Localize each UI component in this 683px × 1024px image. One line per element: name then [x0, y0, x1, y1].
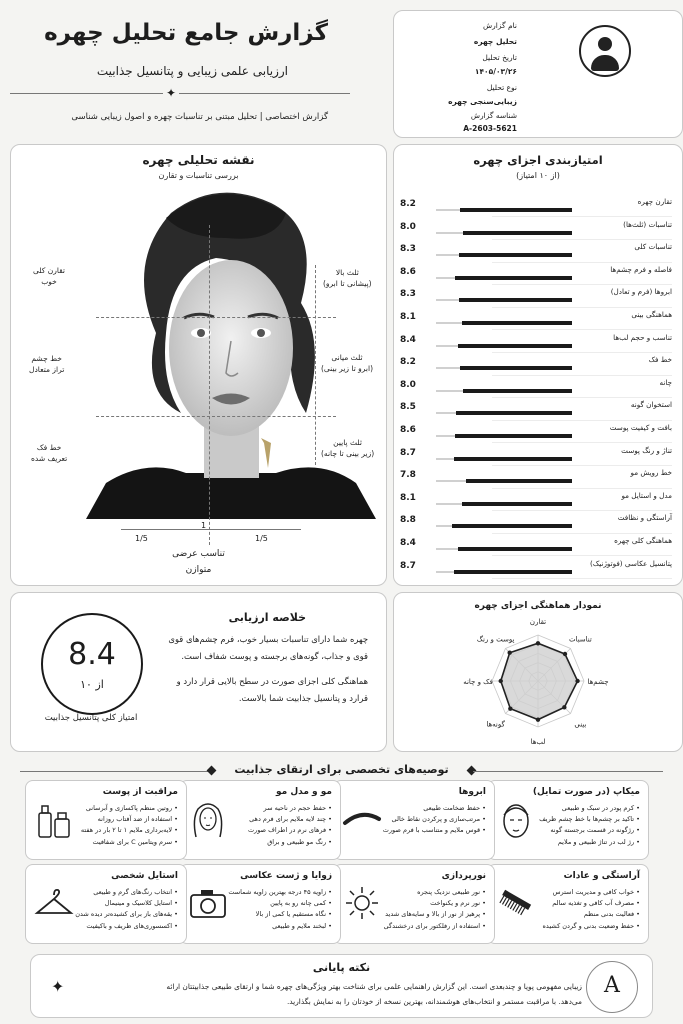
score-bar-fill [466, 479, 572, 483]
score-row [400, 308, 672, 330]
score-bar [436, 277, 572, 279]
recommendation-item: • حفظ ضخامت طبیعی [383, 803, 486, 814]
scores-subtitle: (از ۱۰ امتیاز) [516, 171, 560, 180]
score-label: خط رویش مو [630, 468, 672, 478]
score-value: 8.1 [400, 312, 416, 322]
brow-guide-line [96, 317, 336, 318]
width-tick-center: 1 [201, 521, 207, 530]
skincare-bottles-icon [34, 799, 74, 841]
recommendation-item: • رژ لب در تناژ طبیعی و ملایم [539, 837, 640, 848]
score-bar [436, 480, 572, 482]
score-bar [436, 458, 572, 460]
recommendation-list [81, 803, 178, 848]
report-name-label: نام گزارش [483, 21, 517, 30]
score-row [400, 331, 672, 353]
score-row [400, 353, 672, 375]
score-label: پتانسیل عکاسی (فوتوژنیک) [590, 558, 672, 568]
score-bar [436, 435, 572, 437]
score-value: 8.2 [400, 199, 416, 209]
recommendation-item: • نور طبیعی نزدیک پنجره [384, 887, 486, 898]
recommendation-item: • چند لایه ملایم برای فرم دهی [248, 814, 332, 825]
score-bar-fill [462, 321, 572, 325]
score-value: 8.4 [400, 538, 416, 548]
recommendation-item: • فعالیت بدنی منظم [543, 909, 640, 920]
summary-title: خلاصه ارزیابی [228, 611, 306, 624]
radar-point [536, 641, 540, 645]
report-name-value: تحلیل چهره [473, 37, 517, 46]
recommendation-item: • نگاه مستقیم یا کمی از بالا [228, 909, 332, 920]
score-row [400, 511, 672, 533]
score-bar [436, 412, 572, 414]
score-bar-fill [455, 276, 572, 280]
recommendation-item: • قوس ملایم و متناسب با فرم صورت [383, 825, 486, 836]
score-bar [436, 232, 572, 234]
score-bar [436, 345, 572, 347]
radar-point [575, 679, 579, 683]
radar-axis-label: لب‌ها [530, 738, 546, 746]
rec-divider-right [473, 771, 663, 772]
scores-title: امتیازبندی اجزای چهره [473, 153, 603, 167]
recommendation-title: میکاپ (در صورت تمایل) [532, 787, 640, 797]
report-date-value: ۱۴۰۵/۰۳/۲۶ [474, 67, 517, 76]
score-row [400, 285, 672, 307]
header-divider [10, 93, 350, 94]
score-bar [436, 548, 572, 550]
report-type-label: نوع تحلیل [486, 83, 517, 92]
score-row [400, 195, 672, 217]
overall-score-value: 8.4 [68, 637, 116, 672]
score-row [400, 376, 672, 398]
score-bar-fill [452, 524, 572, 528]
recommendation-card [487, 864, 649, 944]
radar-axis-label: بینی [574, 720, 587, 729]
radar-point [508, 706, 512, 710]
recommendation-item: • لایه‌برداری ملایم ۱ تا ۲ بار در هفته [81, 825, 178, 836]
recommendation-item: • پرهیز از نور از بالا و سایه‌های شدید [384, 909, 486, 920]
face-map-title: نقشه تحلیلی چهره [142, 153, 255, 167]
radar-point [536, 717, 540, 721]
upper-third-label: ثلث بالا (پیشانی تا ابرو) [323, 268, 372, 289]
score-label: هماهنگی کلی چهره [614, 536, 672, 545]
recommendation-item: • اکسسوری‌های ظریف و باکیفیت [75, 921, 178, 932]
score-bar-fill [460, 208, 572, 212]
sun-icon [342, 883, 382, 925]
score-label: چانه [659, 377, 672, 387]
thirds-bracket-line [315, 265, 316, 465]
recommendation-list [248, 803, 332, 848]
final-note-text: زیبایی مفهومی پویا و چندبعدی است. این گزارش راهنمایی علمی برای شناخت بهتر ویژگی‌های چهره شما و ارتقای طبیعی جذابیتتان ارائه می‌دهد. با مراقبت مستمر و انتخاب‌های هوشمندانه، بهترین نسخه از خودتان را به نمایش بگذارید. [166, 982, 582, 1006]
recommendation-title: مراقبت از پوست [102, 787, 178, 797]
radar-axis-label: چشم‌ها [587, 678, 609, 686]
score-label: تقارن چهره [637, 197, 672, 206]
recommendation-list [384, 887, 486, 932]
width-tick-right: 1/5 [255, 534, 268, 543]
score-label: فاصله و فرم چشم‌ها [610, 264, 672, 274]
recommendation-card [333, 780, 495, 860]
face-portrait-image [86, 183, 376, 519]
score-label: خط فک [648, 355, 672, 365]
row-divider [492, 578, 672, 579]
radar-point [562, 705, 566, 709]
score-row [400, 557, 672, 579]
recommendation-list [539, 803, 640, 848]
report-date-label: تاریخ تحلیل [482, 53, 517, 62]
radar-axis-label: گونه‌ها [486, 720, 505, 729]
score-bar-fill [455, 434, 572, 438]
radar-point [508, 651, 512, 655]
score-bar-fill [459, 298, 572, 302]
width-proportion-label: تناسب عرضی [172, 549, 225, 559]
report-info-card [393, 10, 683, 138]
score-label: ابروها (فرم و تعادل) [610, 287, 672, 297]
score-bar [436, 367, 572, 369]
recommendation-item: • مصرف آب کافی و تغذیه سالم [543, 898, 640, 909]
score-label: استخوان گونه [630, 400, 672, 410]
feature-scores-card [393, 144, 683, 586]
score-value: 8.0 [400, 379, 416, 390]
center-guide-line [209, 225, 210, 545]
symmetry-note: تقارن کلی خوب [33, 266, 65, 287]
report-id-value: A-2603-5621 [463, 124, 517, 133]
eye-line-note: خط چشم تراز متعادل [29, 354, 65, 375]
score-bar [436, 209, 572, 211]
recommendation-item: • تاکید بر چشم‌ها با خط چشم ظریف [539, 814, 640, 825]
sparkle-icon: ✦ [163, 86, 179, 100]
score-bar [436, 299, 572, 301]
score-value: 8.4 [400, 334, 416, 345]
score-row [400, 534, 672, 556]
recommendation-list [383, 803, 486, 837]
score-bar-fill [463, 231, 572, 235]
score-label: تناژ و رنگ پوست [621, 445, 672, 455]
header-tagline: گزارش اختصاصی | تحلیل مبتنی بر تناسبات چهره و اصول زیبایی شناسی [71, 112, 328, 122]
final-note-card [30, 954, 653, 1018]
score-bar-fill [459, 253, 572, 257]
radar-title: نمودار هماهنگی اجزای چهره [474, 601, 602, 611]
recommendation-list [543, 887, 640, 932]
score-bar-fill [454, 570, 572, 574]
recommendation-card [487, 780, 649, 860]
recommendation-list [75, 887, 178, 932]
recommendation-card [25, 780, 187, 860]
width-tick-left: 1/5 [135, 534, 148, 543]
score-label: تناسبات کلی [634, 242, 672, 252]
recommendation-title: مو و مدل مو [275, 787, 332, 797]
radar-axis-label: پوست و رنگ [476, 635, 515, 644]
report-type-value: زیبایی‌سنجی چهره [448, 97, 517, 106]
recommendation-title: زوایا و ژست عکاسی [240, 871, 332, 881]
recommendation-item: • سرم ویتامین C برای شفافیت [81, 837, 178, 848]
final-note-title: نکته پایانی [312, 961, 371, 974]
hanger-icon [34, 883, 74, 925]
score-value: 8.3 [400, 244, 416, 255]
score-bar [436, 322, 572, 324]
report-id-label: شناسه گزارش [470, 111, 517, 120]
recommendation-item: • استفاده از ضد آفتاب روزانه [81, 814, 178, 825]
recommendation-list [228, 887, 332, 932]
recommendation-item: • روتین منظم پاکسازی و آبرسانی [81, 803, 178, 814]
recommendation-item: • کمی چانه رو به پایین [228, 898, 332, 909]
recommendation-item: • حفظ وضعیت بدنی و گردن کشیده [543, 921, 640, 932]
camera-icon [188, 883, 228, 925]
score-value: 8.7 [400, 447, 416, 458]
lower-third-label: ثلث پایین (زیر بینی تا چانه) [321, 438, 375, 459]
score-value: 8.3 [400, 289, 416, 300]
recommendation-item: • مرتب‌سازی و پرکردن نقاط خالی [383, 814, 486, 825]
recommendation-card [25, 864, 187, 944]
score-bar-fill [458, 344, 572, 348]
width-ruler [121, 529, 301, 530]
recommendation-item: • نور نرم و یکنواخت [384, 898, 486, 909]
score-bar-fill [460, 366, 572, 370]
score-bar [436, 525, 572, 527]
user-icon [579, 25, 631, 77]
score-row [400, 218, 672, 240]
recommendation-card [179, 864, 341, 944]
score-row [400, 421, 672, 443]
width-proportion-value: متوازن [185, 565, 212, 575]
recommendation-item: • زاویه ۴۵ درجه بهترین زاویه شماست [228, 887, 332, 898]
score-row [400, 489, 672, 511]
score-value: 8.8 [400, 515, 416, 526]
sparkle-icon: ✦ [51, 977, 65, 996]
recommendation-title: ابروها [458, 787, 486, 797]
score-label: بافت و کیفیت پوست [609, 423, 672, 432]
score-row [400, 263, 672, 285]
score-value: 8.5 [400, 402, 416, 413]
radar-axis-label: تقارن [529, 618, 547, 626]
recommendation-card [179, 780, 341, 860]
score-value: 8.1 [400, 492, 416, 503]
score-bar [436, 390, 572, 392]
summary-paragraph-1: چهره شما دارای تناسبات بسیار خوب، فرم چشم‌های قوی قوی و جذاب، گونه‌های برجسته و پوست شفاف است. [168, 634, 368, 661]
radar-chart [394, 593, 682, 751]
score-row [400, 444, 672, 466]
score-value: 8.2 [400, 357, 416, 368]
recommendation-item: • استفاده از رفلکتور برای درخشندگی [384, 921, 486, 932]
harmony-radar-card [393, 592, 683, 752]
overall-score-scale: از ۱۰ [80, 678, 104, 691]
recommendation-item: • رژگونه در قسمت برجسته گونه [539, 825, 640, 836]
score-bar-fill [456, 411, 572, 415]
recommendations-title: توصیه‌های تخصصی برای ارتقای جذابیت [234, 763, 449, 776]
page-title: گزارش جامع تحلیل چهره [44, 20, 328, 46]
overall-score-caption: امتیاز کلی پتانسیل جذابیت [44, 713, 138, 723]
face-map-card [10, 144, 387, 586]
radar-axis-label: فک و چانه [463, 678, 493, 686]
score-label: هماهنگی بینی [631, 310, 672, 319]
score-label: تناسبات (ثلث‌ها) [623, 219, 672, 229]
recommendation-item: • رنگ مو طبیعی و براق [248, 837, 332, 848]
summary-card [10, 592, 387, 752]
brand-logo: A [586, 961, 638, 1013]
score-bar-fill [463, 389, 572, 393]
recommendation-item: • استایل کلاسیک و مینیمال [75, 898, 178, 909]
score-label: مدل و استایل مو [621, 490, 672, 500]
recommendation-item: • حفظ حجم در ناحیه سر [248, 803, 332, 814]
recommendation-item: • انتخاب رنگ‌های گرم و طبیعی [75, 887, 178, 898]
page-subtitle: ارزیابی علمی زیبایی و پتانسیل جذابیت [96, 64, 288, 78]
score-bar-fill [458, 547, 572, 551]
score-row [400, 398, 672, 420]
jawline-note: خط فک تعریف شده [31, 443, 68, 464]
recommendation-item: • فرهای نرم در اطراف صورت [248, 825, 332, 836]
score-bar [436, 254, 572, 256]
face-map-subtitle: بررسی تناسبات و تقارن [158, 171, 239, 180]
middle-third-label: ثلث میانی (ابرو تا زیر بینی) [321, 353, 374, 374]
recommendation-item: • خواب کافی و مدیریت استرس [543, 887, 640, 898]
recommendation-item: • یقه‌های باز برای کشیده‌تر دیده شدن [75, 909, 178, 920]
recommendation-title: نورپردازی [441, 871, 486, 881]
recommendation-title: آراستگی و عادات [563, 871, 640, 881]
comb-icon [496, 883, 536, 925]
score-value: 8.6 [400, 266, 416, 277]
score-row [400, 466, 672, 488]
face-outline-icon [496, 799, 536, 841]
recommendation-card [333, 864, 495, 944]
score-value: 8.6 [400, 425, 416, 435]
eyebrow-icon [342, 799, 382, 841]
score-label: آراستگی و نظافت [617, 513, 672, 523]
score-label: تناسب و حجم لب‌ها [613, 332, 672, 342]
radar-point [499, 679, 503, 683]
score-bar [436, 571, 572, 573]
overall-score-badge [41, 613, 143, 715]
recommendation-item: • کرم پودر در سبک و طبیعی [539, 803, 640, 814]
score-value: 7.8 [400, 470, 416, 481]
woman-hair-icon [188, 799, 228, 841]
score-row [400, 240, 672, 262]
summary-paragraph-2: هماهنگی کلی اجزای صورت در سطح بالایی قرار دارد و قرارد و پتانسیل جذابیت شما بالاست. [176, 676, 368, 703]
radar-point [563, 652, 567, 656]
score-bar-fill [462, 502, 572, 506]
recommendation-title: استایل شخصی [111, 871, 178, 881]
score-value: 8.0 [400, 221, 416, 232]
score-bar [436, 503, 572, 505]
score-value: 8.7 [400, 560, 416, 571]
score-bar-fill [454, 457, 572, 461]
recommendation-item: • لبخند ملایم و طبیعی [228, 921, 332, 932]
nose-guide-line [96, 416, 336, 417]
radar-axis-label: تناسبات [568, 635, 592, 644]
